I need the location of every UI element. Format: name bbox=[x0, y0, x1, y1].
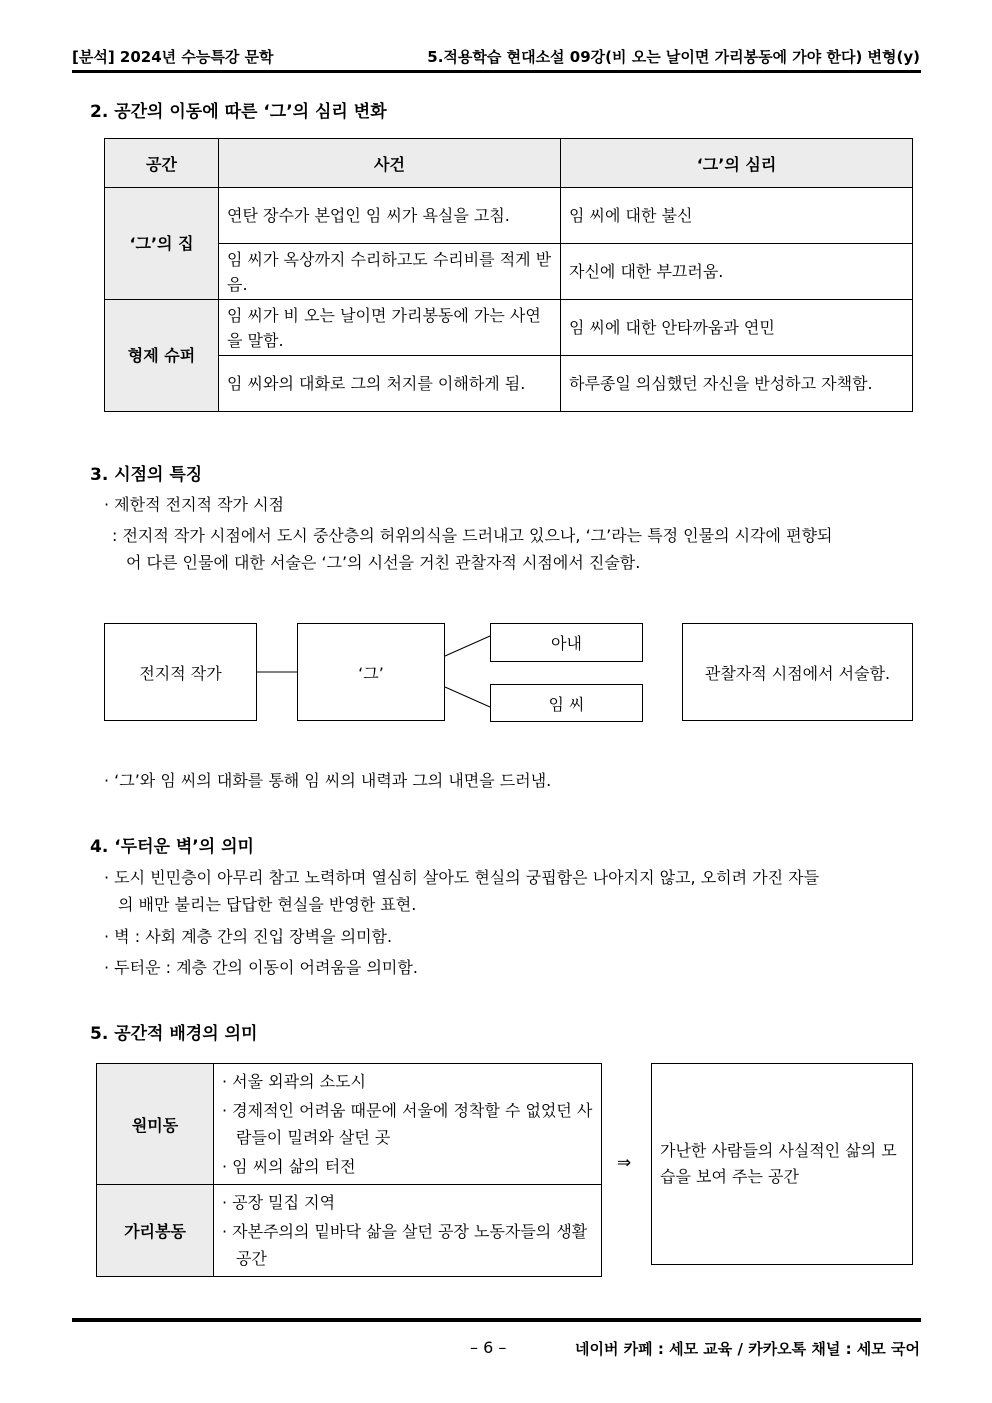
section2-title: 2. 공간의 이동에 따른 ‘그’의 심리 변화 bbox=[90, 102, 387, 122]
section4-title: 4. ‘두터운 벽’의 의미 bbox=[90, 837, 254, 857]
header-event: 사건 bbox=[219, 139, 561, 188]
wall-meaning-bullet: · 벽 : 사회 계층 간의 진입 장벽을 의미함. bbox=[104, 927, 393, 946]
items-cell bbox=[214, 1064, 602, 1185]
wife-box: 아내 bbox=[490, 623, 643, 662]
setting-table bbox=[96, 1063, 602, 1277]
viewpoint-bullet: · 제한적 전지적 작가 시점 bbox=[104, 495, 284, 514]
lim-connector bbox=[445, 687, 490, 707]
place-cell: 형제 슈퍼 bbox=[105, 300, 219, 412]
mind-cell: 하루종일 의심했던 자신을 반성하고 자책함. bbox=[561, 356, 913, 412]
page-number: – 6 – bbox=[470, 1338, 507, 1357]
he-box: ‘그’ bbox=[297, 623, 445, 721]
section5-title: 5. 공간적 배경의 의미 bbox=[90, 1024, 258, 1044]
wall-bullet-line2: 의 배만 불리는 답답한 현실을 반영한 표현. bbox=[118, 895, 417, 914]
dialogue-bullet: · ‘그’와 임 씨의 대화를 통해 임 씨의 내력과 그의 내면을 드러냄. bbox=[104, 771, 552, 790]
wall-bullet-line1: · 도시 빈민층이 아무리 참고 노력하며 열심히 살아도 현실의 궁핍함은 나아지지 않고, 오히려 가진 자들 bbox=[104, 868, 820, 887]
setting-result-text: 가난한 사람들의 사실적인 삶의 모습을 보여 주는 공간 bbox=[660, 1141, 897, 1186]
items-cell bbox=[214, 1185, 602, 1277]
arrow-icon: ⇒ bbox=[617, 1153, 632, 1173]
list-item: · 경제적인 어려움 때문에 서울에 정착할 수 없었던 사람들이 밀려와 살던 곳 bbox=[222, 1101, 593, 1147]
list-item: · 서울 외곽의 소도시 bbox=[222, 1072, 366, 1091]
thick-meaning-bullet: · 두터운 : 계층 간의 이동이 어려움을 의미함. bbox=[104, 958, 418, 977]
mind-cell: 임 씨에 대한 불신 bbox=[561, 188, 913, 244]
header-left: [분석] 2024년 수능특강 문학 bbox=[72, 48, 274, 66]
section3-title: 3. 시점의 특징 bbox=[90, 465, 203, 485]
list-item: · 자본주의의 밑바닥 삶을 살던 공장 노동자들의 생활 공간 bbox=[222, 1222, 588, 1268]
place-cell: 원미동 bbox=[97, 1064, 214, 1185]
list-item: · 공장 밀집 지역 bbox=[222, 1193, 336, 1212]
author-box: 전지적 작가 bbox=[104, 623, 257, 721]
place-cell: ‘그’의 집 bbox=[105, 188, 219, 300]
table-row bbox=[97, 1064, 602, 1185]
event-cell: 임 씨가 비 오는 날이면 가리봉동에 가는 사연을 말함. bbox=[219, 300, 561, 356]
event-cell: 임 씨와의 대화로 그의 처지를 이해하게 됨. bbox=[219, 356, 561, 412]
footer-text: 네이버 카페 : 세모 교육 / 카카오톡 채널 : 세모 국어 bbox=[574, 1340, 920, 1358]
place-cell: 가리봉동 bbox=[97, 1185, 214, 1277]
setting-result-box bbox=[651, 1063, 913, 1265]
result-box: 관찰자적 시점에서 서술함. bbox=[682, 623, 913, 721]
footer-rule bbox=[72, 1318, 921, 1322]
viewpoint-desc-line2: 어 다른 인물에 대한 서술은 ‘그’의 시선을 거친 관찰자적 시점에서 진술함. bbox=[126, 553, 641, 572]
table-row bbox=[97, 1185, 602, 1277]
lim-box: 임 씨 bbox=[490, 684, 643, 722]
wife-connector bbox=[445, 636, 490, 656]
header-place: 공간 bbox=[105, 139, 219, 188]
header-mind: ‘그’의 심리 bbox=[561, 139, 913, 188]
header-right: 5.적용학습 현대소설 09강(비 오는 날이면 가리봉동에 가야 한다) 변형(y) bbox=[427, 48, 920, 66]
mind-cell: 임 씨에 대한 안타까움과 연민 bbox=[561, 300, 913, 356]
event-cell: 연탄 장수가 본업인 임 씨가 욕실을 고침. bbox=[219, 188, 561, 244]
event-cell: 임 씨가 옥상까지 수리하고도 수리비를 적게 받음. bbox=[219, 244, 561, 300]
viewpoint-desc-line1: : 전지적 작가 시점에서 도시 중산층의 허위의식을 드러내고 있으나, ‘그’라는 특정 인물의 시각에 편향되 bbox=[112, 526, 833, 545]
list-item: · 임 씨의 삶의 터전 bbox=[222, 1157, 356, 1176]
mind-cell: 자신에 대한 부끄러움. bbox=[561, 244, 913, 300]
